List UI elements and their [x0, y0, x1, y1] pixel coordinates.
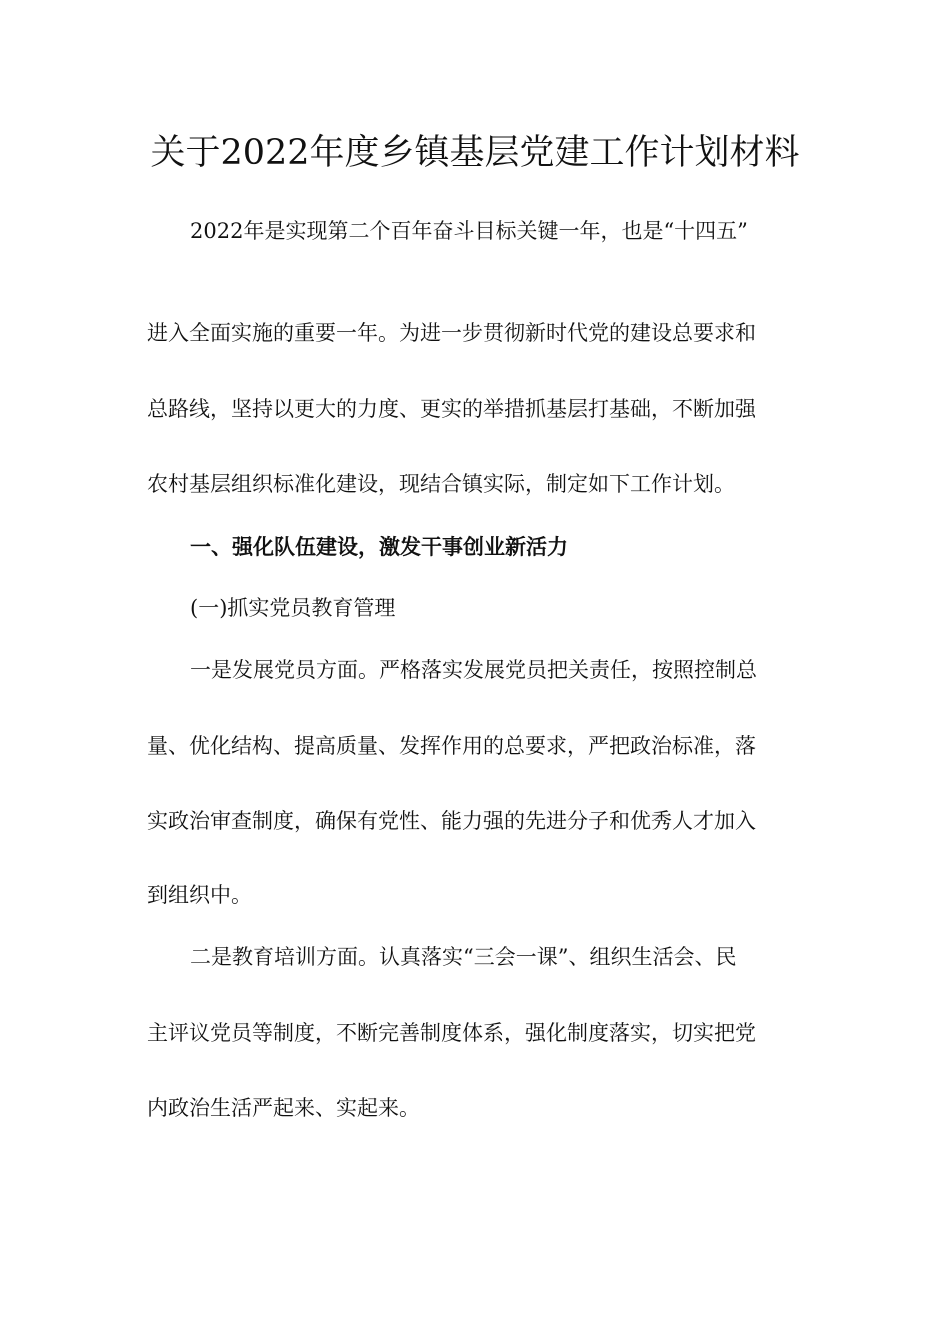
para1-line-2: 量、优化结构、提高质量、发挥作用的总要求，严把政治标准，落 — [147, 734, 756, 758]
para2-line-1: 二是教育培训方面。认真落实“三会一课”、组织生活会、民 — [190, 945, 737, 969]
section-heading: 一、强化队伍建设，激发干事创业新活力 — [190, 534, 568, 559]
intro-line-1: 2022年是实现第二个百年奋斗目标关键一年，也是“十四五” — [190, 219, 748, 243]
subsection-heading: (一)抓实党员教育管理 — [190, 596, 396, 620]
para2-line-3: 内政治生活严起来、实起来。 — [147, 1096, 420, 1120]
intro-line-4: 农村基层组织标准化建设，现结合镇实际，制定如下工作计划。 — [147, 472, 735, 496]
intro-line-3: 总路线，坚持以更大的力度、更实的举措抓基层打基础，不断加强 — [147, 397, 756, 421]
para1-line-4: 到组织中。 — [147, 883, 252, 907]
document-title: 关于2022年度乡镇基层党建工作计划材料 — [150, 133, 800, 173]
para1-line-3: 实政治审查制度，确保有党性、能力强的先进分子和优秀人才加入 — [147, 809, 756, 833]
para1-line-1: 一是发展党员方面。严格落实发展党员把关责任，按照控制总 — [190, 658, 757, 682]
intro-line-2: 进入全面实施的重要一年。为进一步贯彻新时代党的建设总要求和 — [147, 321, 756, 345]
para2-line-2: 主评议党员等制度，不断完善制度体系，强化制度落实，切实把党 — [147, 1021, 756, 1045]
